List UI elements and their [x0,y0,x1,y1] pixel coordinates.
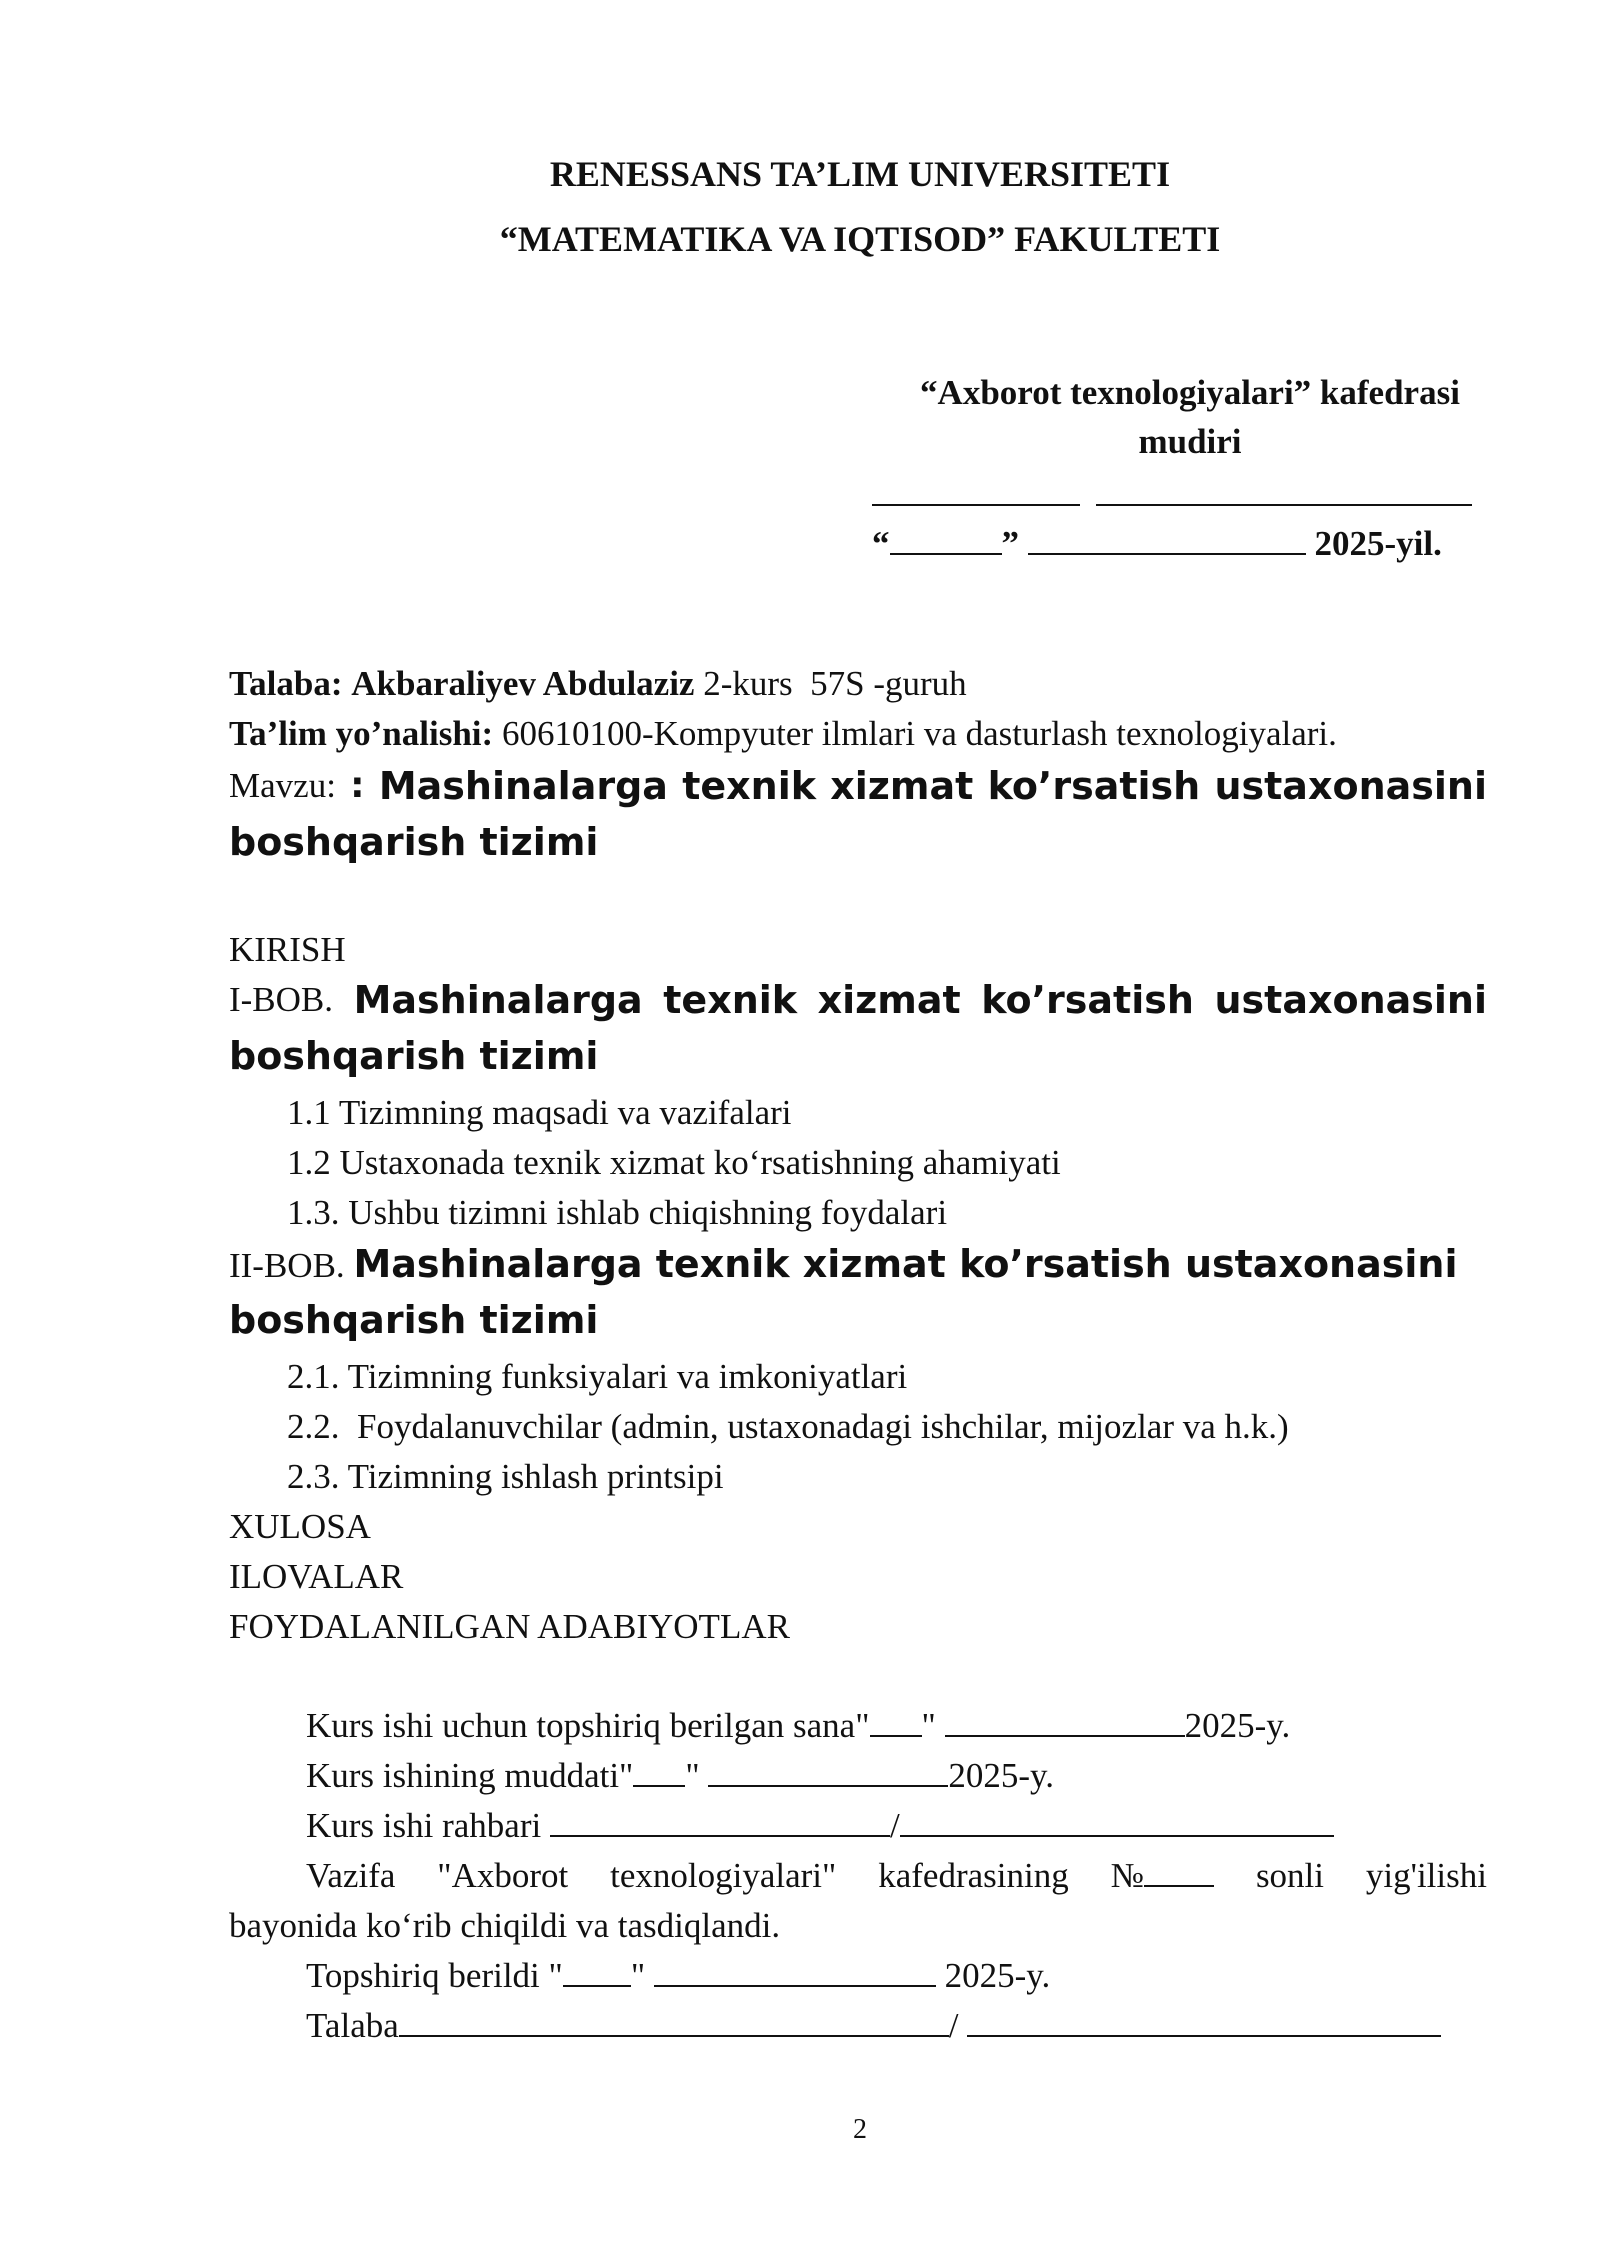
assignment-deadline: Kurs ishining muddati" " 2025-y. [306,1756,1055,1795]
name-line [1096,504,1472,506]
assignment-supervisor: Kurs ishi rahbari / [306,1806,1334,1846]
chapter1-title: I-BOB. Mashinalarga texnik xizmat ko’rsatish ustaxonasini [229,978,1487,1022]
assignment-issued: Topshiriq berildi " " 2025-y. [306,1956,1051,1995]
assignment-review-2: bayonida ko‘rib chiqildi va tasdiqlandi. [229,1906,781,1945]
topic-line-2: boshqarish tizimi [229,820,599,864]
chapter1-title-2: boshqarish tizimi [229,1034,599,1078]
direction-line: Ta’lim yo’nalishi: 60610100-Kompyuter ilmlari va dasturlash texnologiyalari. [229,714,1337,753]
section-1-1: 1.1 Tizimning maqsadi va vazifalari [287,1093,792,1132]
assignment-given-date: Kurs ishi uchun topshiriq berilgan sana" " 2025-y. [306,1706,1291,1745]
topic-line: Mavzu: : Mashinalarga texnik xizmat ko’rsatish ustaxonasini [229,764,1487,808]
approval-role: mudiri [1138,422,1242,461]
section-1-2: 1.2 Ustaxonada texnik xizmat ko‘rsatishning ahamiyati [287,1143,1061,1182]
section-2-2: 2.2. Foydalanuvchilar (admin, ustaxonadagi ishchilar, mijozlar va h.k.) [287,1407,1289,1446]
contents-intro: KIRISH [229,930,346,969]
signature-line [872,504,1080,506]
approval-date: “ ” 2025-yil. [872,524,1442,563]
contents-references: FOYDALANILGAN ADABIYOTLAR [229,1607,790,1646]
section-2-1: 2.1. Tizimning funksiyalari va imkoniyatlari [287,1357,908,1396]
university-title: RENESSANS TA’LIM UNIVERSITETI [549,154,1171,194]
page-number: 2 [853,2114,867,2145]
chapter2-title: II-BOB. Mashinalarga texnik xizmat ko’rsatish ustaxonasini [229,1242,1458,1286]
student-line: Talaba: Akbaraliyev Abdulaziz 2-kurs 57S -guruh [229,664,967,703]
assignment-review: Vazifa "Axborot texnologiyalari" kafedrasining № sonli yig'ilishi [306,1856,1487,1895]
contents-appendices: ILOVALAR [229,1557,404,1596]
approval-dept: “Axborot texnologiyalari” kafedrasi [920,373,1460,412]
topic-label: Mavzu: [229,766,336,805]
contents-conclusion: XULOSA [229,1507,371,1546]
section-2-3: 2.3. Tizimning ishlash printsipi [287,1457,724,1496]
section-1-3: 1.3. Ushbu tizimni ishlab chiqishning foydalari [287,1193,948,1232]
assignment-student: Talaba / [306,2006,1441,2046]
chapter2-title-2: boshqarish tizimi [229,1298,599,1342]
faculty-title: “MATEMATIKA VA IQTISOD” FAKULTETI [499,219,1221,259]
